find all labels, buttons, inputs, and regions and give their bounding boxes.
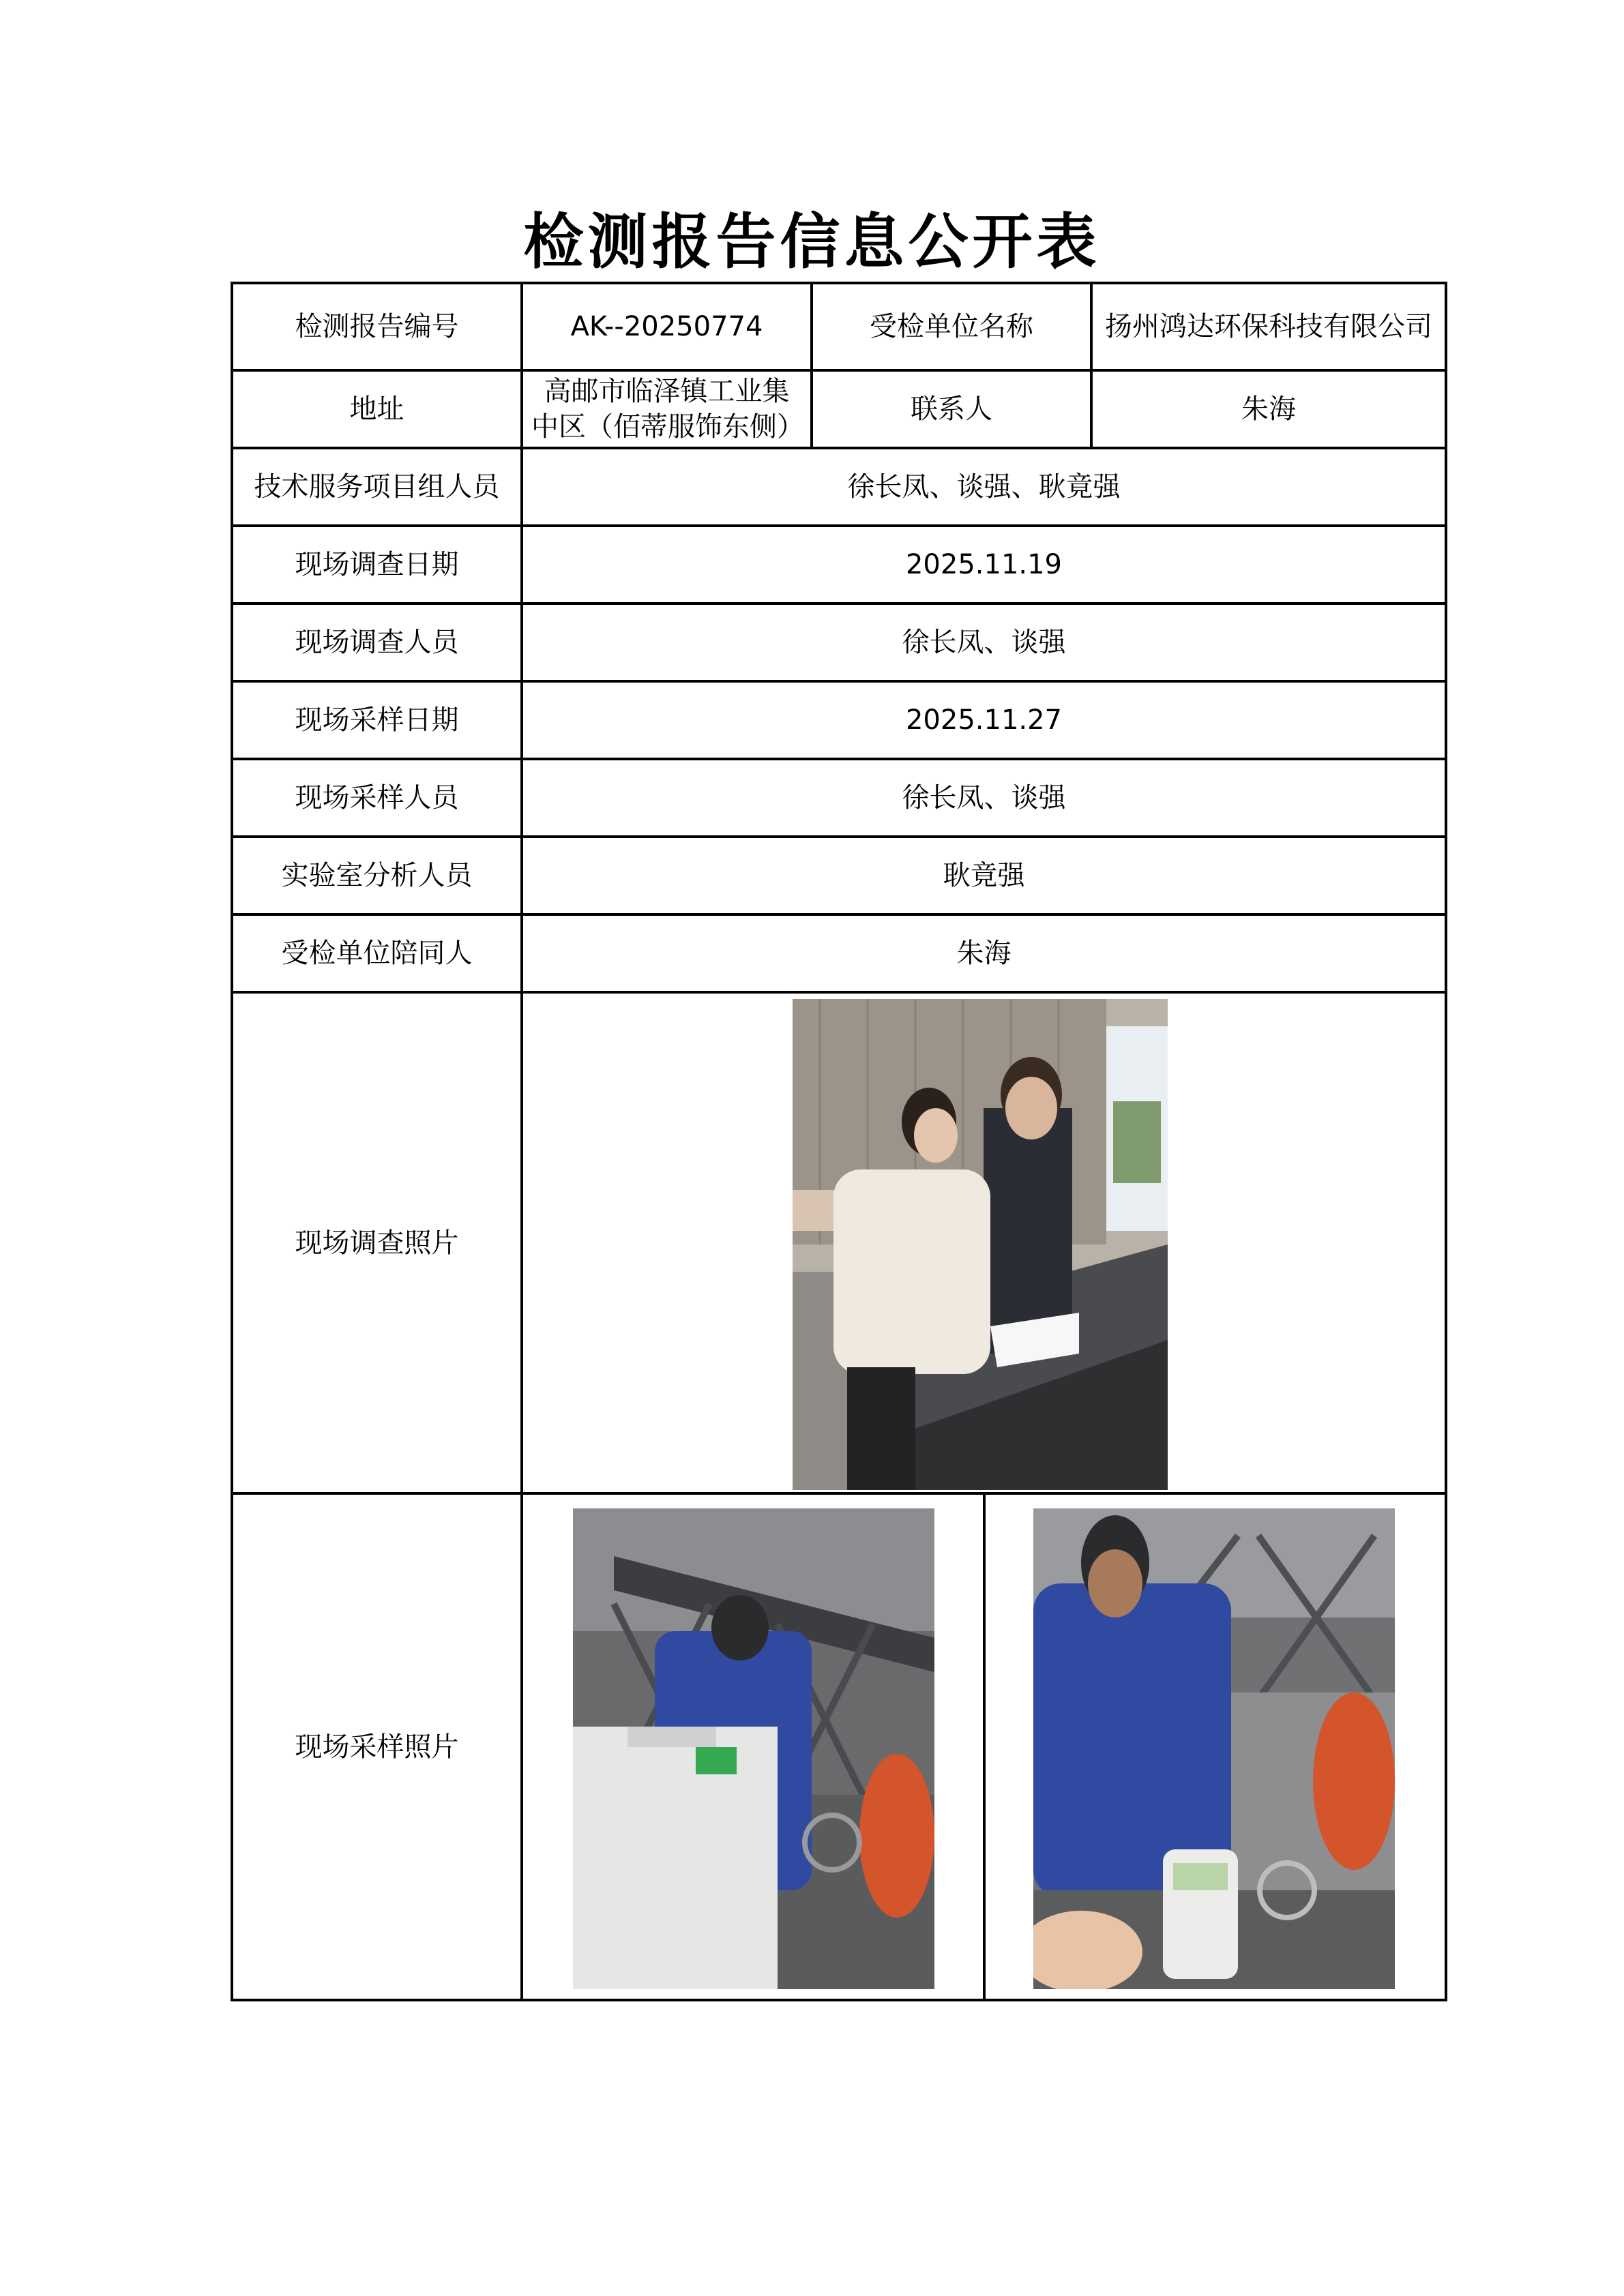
page-title: 检测报告信息公开表 [523,206,1101,277]
report-no-value: AK--20250774 [522,283,812,370]
survey-staff-label: 现场调查人员 [232,603,522,681]
unit-name-label: 受检单位名称 [812,283,1091,370]
sound-level-meter-photo [1033,1508,1395,1989]
lab-staff-value: 耿竟强 [522,837,1446,914]
sampling-staff-value: 徐长凤、谈强 [522,759,1446,837]
contact-label: 联系人 [812,370,1091,448]
survey-photo-label: 现场调查照片 [232,992,522,1493]
office-survey-photo [793,999,1168,1490]
sampling-date-label: 现场采样日期 [232,681,522,759]
survey-staff-value: 徐长凤、谈强 [522,603,1446,681]
report-no-label: 检测报告编号 [232,283,522,370]
lab-staff-label: 实验室分析人员 [232,837,522,914]
team-label: 技术服务项目组人员 [232,448,522,526]
unit-name-value: 扬州鸿达环保科技有限公司 [1091,283,1446,370]
contact-value: 朱海 [1091,370,1446,448]
address-value: 高邮市临泽镇工业集中区（佰蒂服饰东侧） [522,370,812,448]
survey-date-label: 现场调查日期 [232,526,522,603]
sampling-instrument-photo [573,1508,934,1989]
sampling-date-value: 2025.11.27 [522,681,1446,759]
sampling-photo-label: 现场采样照片 [232,1493,522,2000]
escort-value: 朱海 [522,914,1446,992]
address-label: 地址 [232,370,522,448]
escort-label: 受检单位陪同人 [232,914,522,992]
survey-date-value: 2025.11.19 [522,526,1446,603]
team-value: 徐长凤、谈强、耿竟强 [522,448,1446,526]
sampling-staff-label: 现场采样人员 [232,759,522,837]
report-table [231,282,1447,2001]
